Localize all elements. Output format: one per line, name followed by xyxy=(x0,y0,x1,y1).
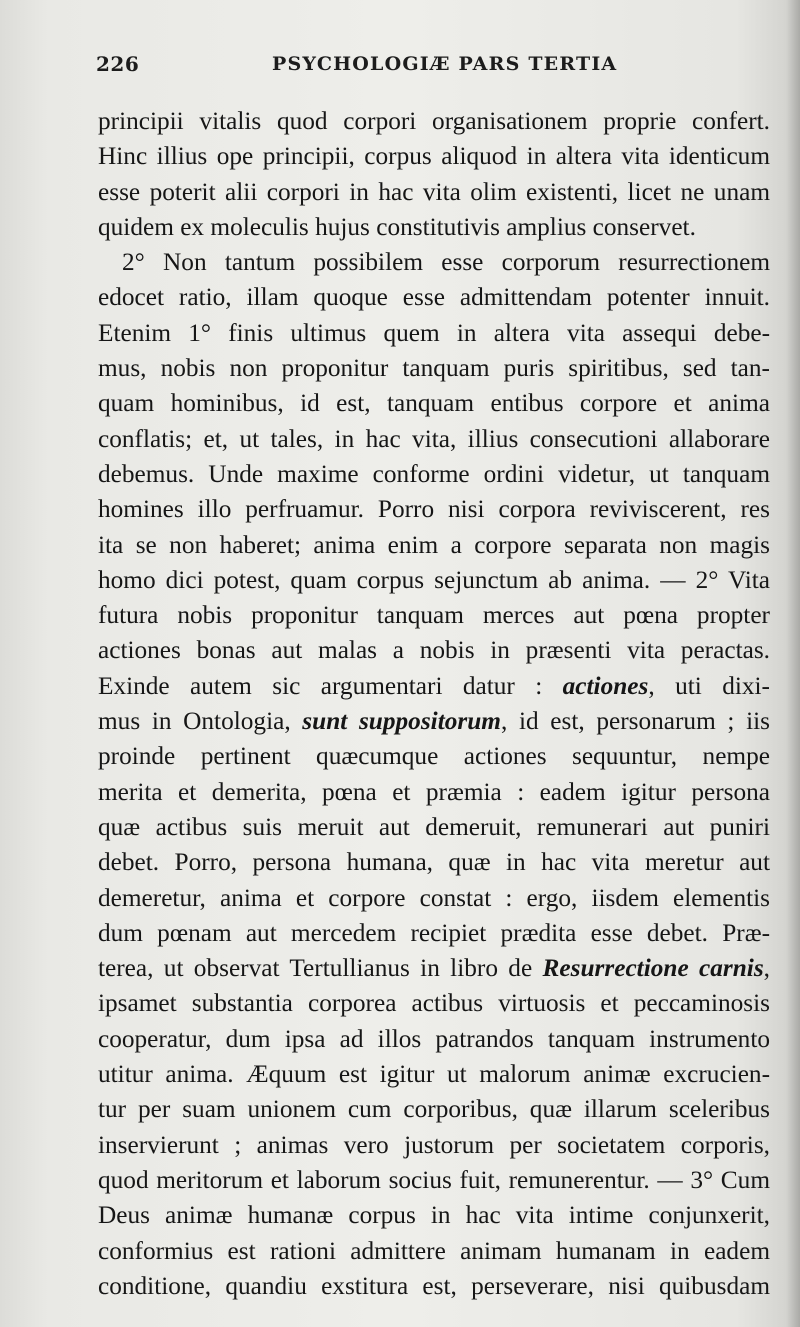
text-line: dum pœnam aut mercedem recipiet prædita esse debet. Præ- xyxy=(98,918,770,947)
text-line: quidem ex moleculis hujus constitutivis amplius conservet. xyxy=(98,212,696,241)
text-line xyxy=(98,951,770,986)
running-title: PSYCHOLOGIÆ PARS TERTIA xyxy=(272,53,618,75)
text-line: utitur anima. Æquum est igitur ut malorum animæ excrucien- xyxy=(98,1060,770,1089)
text-segment: terea, ut observat Tertullianus in libro de xyxy=(98,954,543,983)
text-line: Deus animæ humanæ corpus in hac vita intime conjunxerit, xyxy=(98,1201,770,1230)
text-line: tur per suam unionem cum corporibus, quæ illarum sceleribus xyxy=(98,1095,770,1124)
text-segment: mus in Ontologia, xyxy=(98,707,303,736)
italic-phrase: actiones xyxy=(562,671,649,700)
text-line: merita et demerita, pœna et præmia : eadem igitur persona xyxy=(98,777,770,806)
text-line: mus, nobis non proponitur tanquam puris spiritibus, sed tan- xyxy=(98,354,770,383)
text-line: edocet ratio, illam quoque esse admittendam potenter innuit. xyxy=(98,283,770,312)
text-line: Etenim 1° finis ultimus quem in altera vita assequi debe- xyxy=(98,318,770,347)
text-line: futura nobis proponitur tanquam merces aut pœna propter xyxy=(98,601,770,630)
text-line: debemus. Unde maxime conforme ordini videtur, ut tanquam xyxy=(98,459,770,488)
text-segment: , uti dixi- xyxy=(648,671,770,700)
page-number: 226 xyxy=(96,52,140,76)
text-line: conflatis; et, ut tales, in hac vita, illius consecutioni allaborare xyxy=(98,424,770,453)
text-line: 2° Non tantum possibilem esse corporum resurrectionem xyxy=(122,248,770,277)
text-line: principii vitalis quod corpori organisationem proprie confert. xyxy=(98,107,770,135)
text-line: conditione, quandiu exstitura est, perseverare, nisi quibusdam xyxy=(98,1271,770,1300)
text-line: quam hominibus, id est, tanquam entibus corpore et anima xyxy=(98,389,770,418)
text-segment: , xyxy=(763,954,770,983)
text-segment: Exinde autem sic argumentari datur : xyxy=(98,671,563,700)
text-line: conformius est rationi admittere animam humanam in eadem xyxy=(98,1236,770,1265)
text-segment: , id est, personarum ; iis xyxy=(500,707,770,736)
text-line: inservierunt ; animas vero justorum per societatem corporis, xyxy=(98,1130,770,1159)
text-line: homo dici potest, quam corpus sejunctum ab anima. — 2° Vita xyxy=(98,565,770,594)
text-line: homines illo perfruamur. Porro nisi corpora reviviscerent, res xyxy=(98,495,770,524)
text-line: quæ actibus suis meruit aut demeruit, remunerari aut puniri xyxy=(98,812,770,841)
italic-phrase: Resurrectione carnis xyxy=(542,954,764,983)
text-line: cooperatur, dum ipsa ad illos patrandos tanquam instrumento xyxy=(98,1024,770,1053)
text-line: esse poterit alii corpori in hac vita olim existenti, licet ne unam xyxy=(98,177,770,206)
text-line: debet. Porro, persona humana, quæ in hac vita meretur aut xyxy=(98,848,770,877)
text-line: proinde pertinent quæcumque actiones sequuntur, nempe xyxy=(98,742,770,771)
text-line: ipsamet substantia corporea actibus virtuosis et peccaminosis xyxy=(98,989,770,1018)
page-edge-shadow xyxy=(786,0,800,1327)
text-line: demeretur, anima et corpore constat : ergo, iisdem elementis xyxy=(98,883,770,912)
text-line xyxy=(98,669,770,704)
body-text xyxy=(98,104,770,1304)
text-line: Hinc illius ope principii, corpus aliquod in altera vita identicum xyxy=(98,142,770,171)
text-line: actiones bonas aut malas a nobis in præsenti vita peractas. xyxy=(98,636,770,665)
italic-phrase: sunt suppositorum xyxy=(302,707,501,736)
running-head xyxy=(96,52,786,88)
text-line: ita se non haberet; anima enim a corpore separata non magis xyxy=(98,530,770,559)
text-line xyxy=(98,704,770,739)
text-line: quod meritorum et laborum socius fuit, remunerentur. — 3° Cum xyxy=(98,1165,770,1194)
